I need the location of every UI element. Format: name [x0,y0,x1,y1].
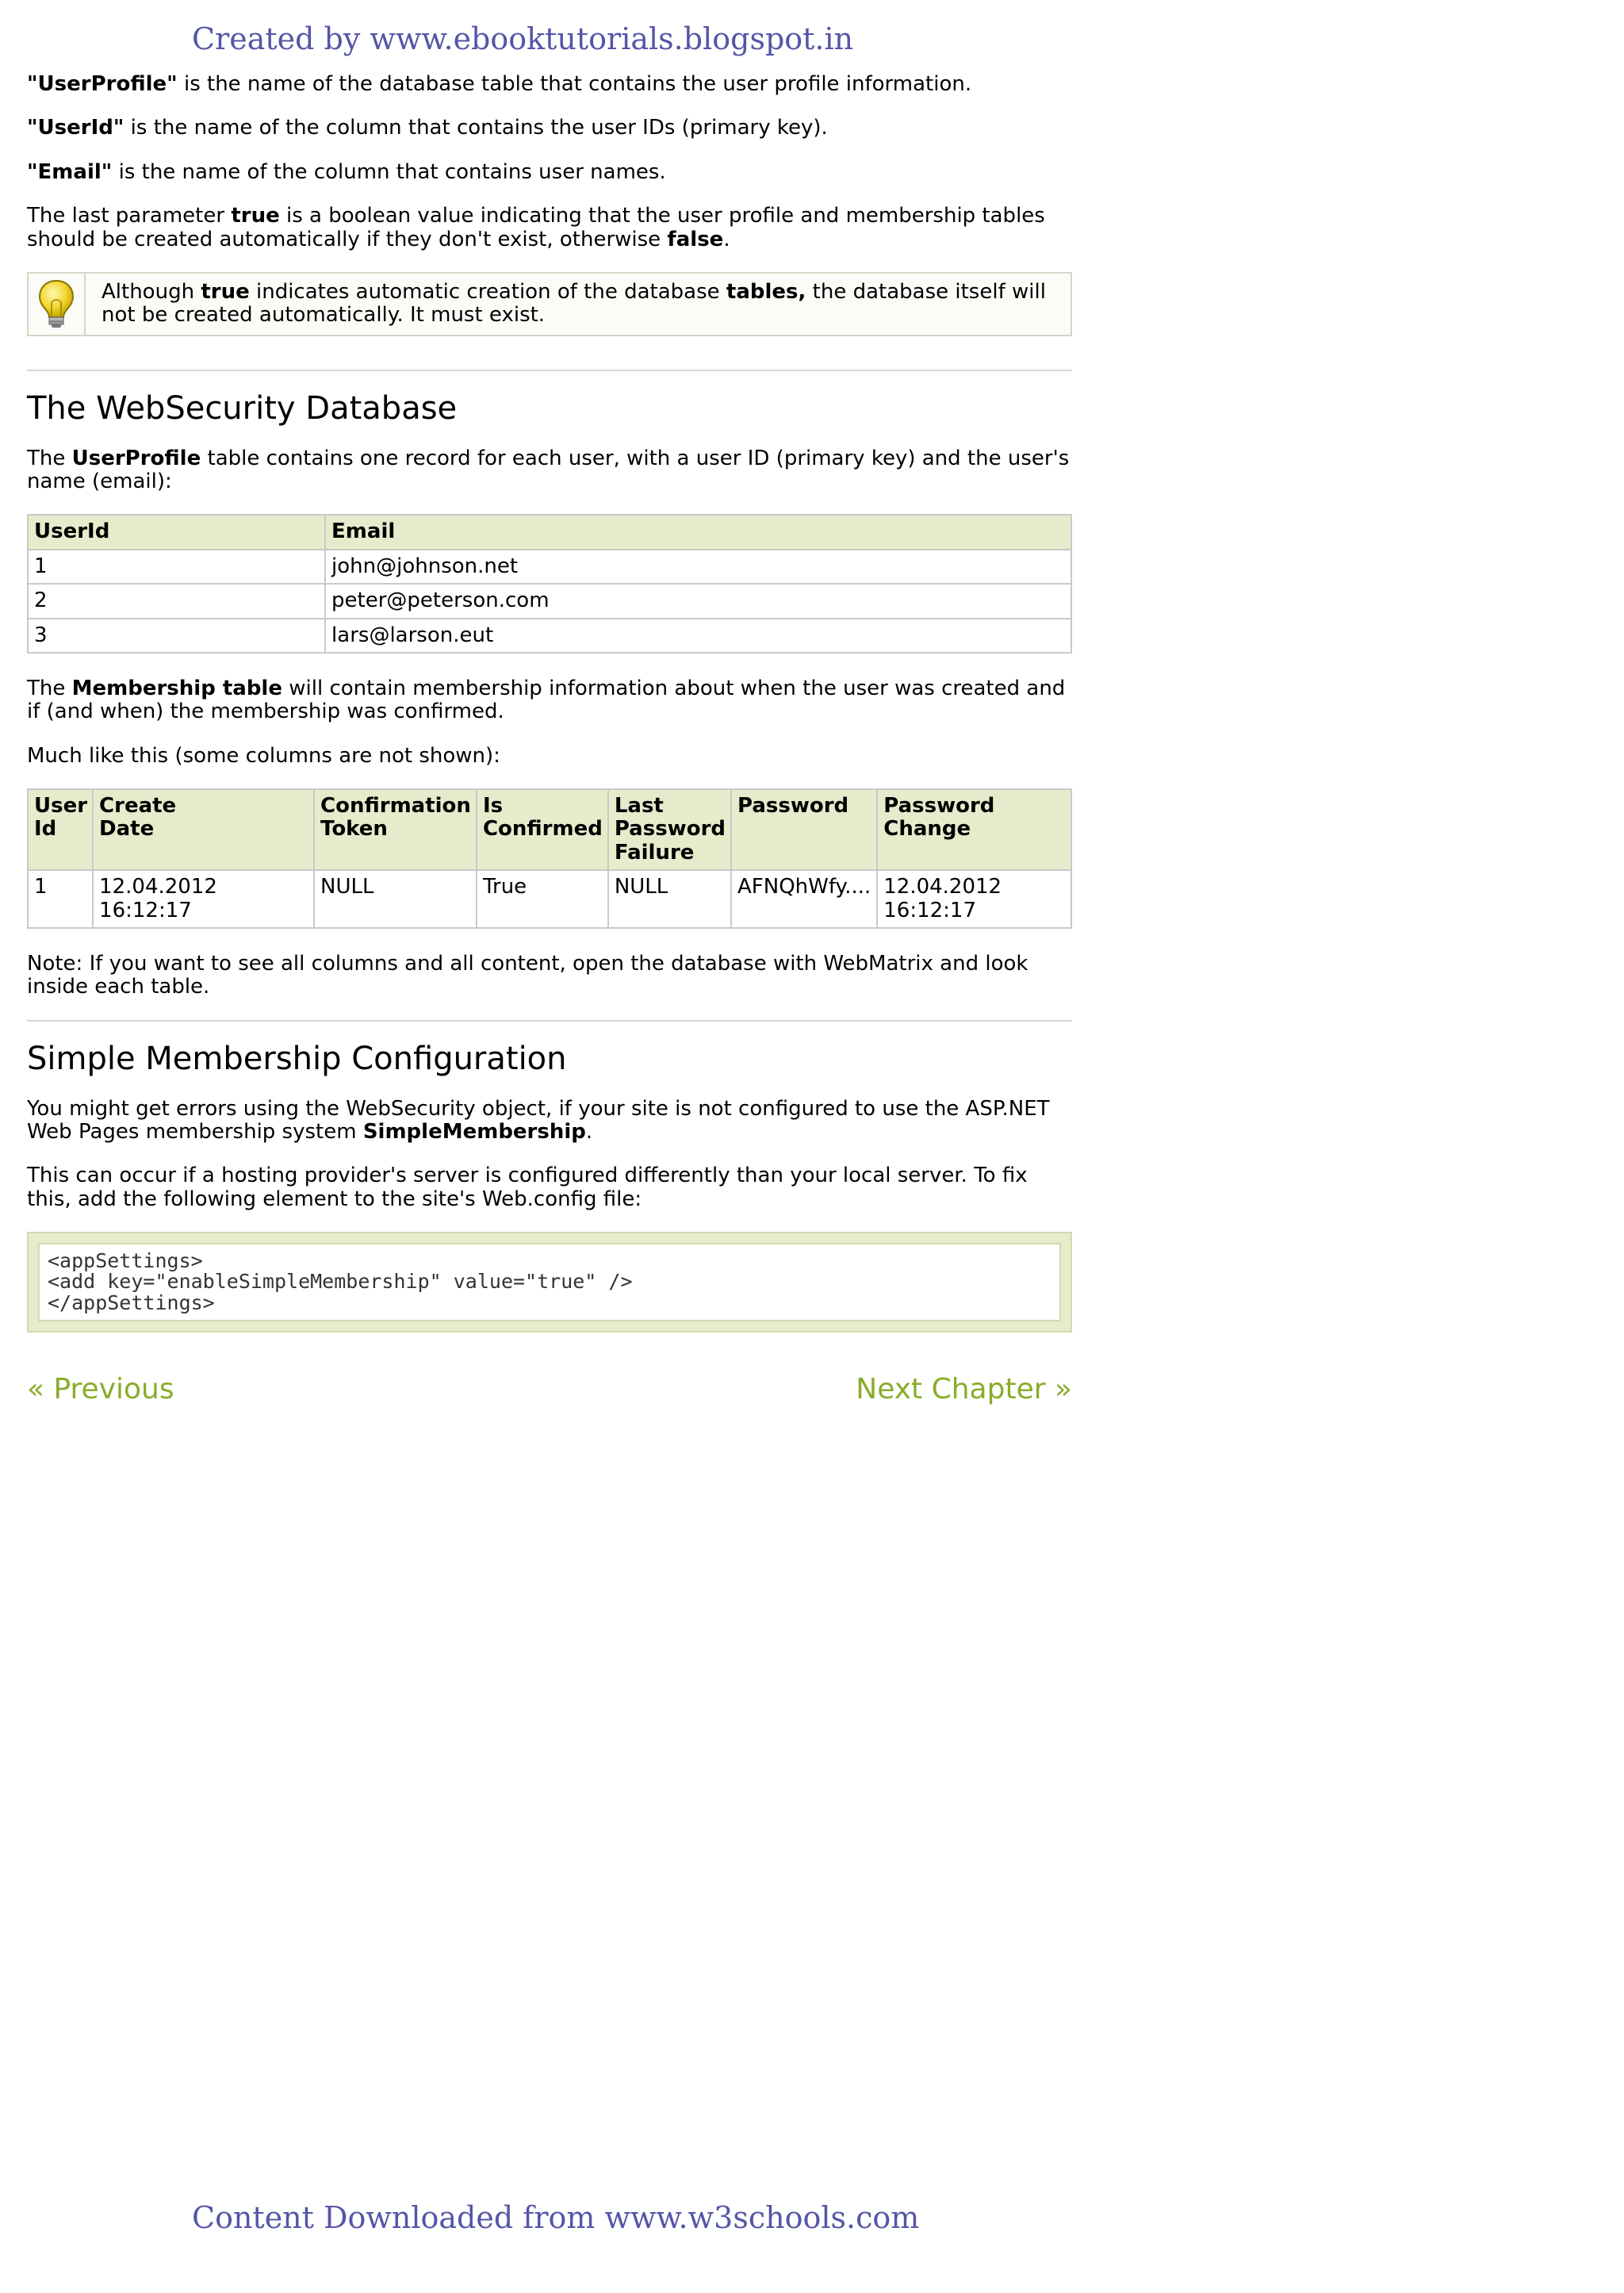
intro-text: is the name of the database table that contains the user profile information. [177,72,972,96]
intro-text: is the name of the column that contains user names. [112,159,666,184]
cell-line: 16:12:17 [883,898,977,922]
tip-box [27,272,1072,336]
table-cell [608,870,731,928]
text: Although [102,279,201,304]
cell-line: AFNQhWfy.... [737,875,871,899]
section-title-simple-membership-configuration: Simple Membership Configuration [27,1040,567,1077]
header-line: Confirmation [320,794,471,818]
table-cell: 2 [28,584,325,618]
column-header: Email [325,515,1071,549]
column-header [877,789,1071,870]
intro-paragraph-userprofile [27,73,1072,96]
column-header: UserId [28,515,325,549]
userprofile-table [27,514,1072,654]
intro-paragraph-email [27,161,1072,184]
term-userprofile: UserProfile [71,446,201,470]
text: You might get errors using the WebSecurity object, if your site is not configured to use the ASP.NET Web Pages membership system [27,1096,1050,1144]
column-header [28,789,93,870]
membership-description [27,677,1072,724]
table-cell: 1 [28,550,325,584]
header-line: Confirmed [482,817,603,842]
previous-link[interactable]: « Previous [27,1372,174,1405]
term-tables: tables, [726,279,806,304]
config-paragraph-errors [27,1098,1072,1145]
term-true: true [201,279,250,304]
cell-line: 16:12:17 [99,898,192,922]
text: The [27,446,72,470]
table-cell [477,870,608,928]
cell-line: 1 [34,875,48,899]
header-line: Password [883,794,995,818]
header-line: Password [737,794,849,818]
text: . [723,227,730,251]
userprofile-description [27,447,1072,494]
table-cell [93,870,314,928]
text: The [27,676,72,700]
header-line: Date [99,817,155,842]
column-header [731,789,877,870]
lightbulb-icon [29,274,86,335]
column-header [477,789,608,870]
term-membership-table: Membership table [71,676,282,700]
term-false: false [667,227,724,251]
header-line: Last [614,794,664,818]
header-banner: Created by www.ebooktutorials.blogspot.in [192,21,854,56]
text: indicates automatic creation of the database [249,279,726,304]
column-header [314,789,477,870]
term-email: "Email" [27,159,113,184]
header-line: Change [883,817,971,842]
column-header [608,789,731,870]
cell-line: NULL [614,875,668,899]
cell-line: 12.04.2012 [883,875,1002,899]
header-line: Token [320,817,388,842]
term-userid: "UserId" [27,116,124,140]
intro-paragraph-userid [27,117,1072,140]
section-divider [27,370,1072,371]
column-header [93,789,314,870]
cell-line: 12.04.2012 [99,875,217,899]
membership-example-intro: Much like this (some columns are not shown): [27,743,500,768]
table-row [28,550,1071,584]
footer-banner: Content Downloaded from www.w3schools.com [192,2200,920,2235]
term-simplemembership: SimpleMembership [362,1120,586,1144]
section-divider [27,1020,1072,1022]
table-cell: lars@larson.eut [325,619,1071,653]
text: the database itself will not be created automatically. It must exist. [102,279,1046,328]
text: table contains one record for each user, with a user ID (primary key) and the user's name (email): [27,446,1070,493]
page-content [27,73,1072,1406]
intro-text: is the name of the column that contains the user IDs (primary key). [124,116,828,140]
header-line: Is [482,794,504,818]
text: will contain membership information about when the user was created and if (and when) the membership was confirmed. [27,676,1066,724]
cell-line: NULL [320,875,374,899]
text: The last parameter [27,204,232,228]
term-userprofile: "UserProfile" [27,72,178,96]
table-header-row [28,515,1071,549]
code-example-box [27,1232,1072,1332]
note-paragraph: Note: If you want to see all columns and all content, open the database with WebMatrix and look inside each table. [27,951,1028,999]
table-cell: 3 [28,619,325,653]
table-cell: john@johnson.net [325,550,1071,584]
membership-table [27,788,1072,929]
cell-line: True [482,875,527,899]
header-line: Password [614,817,726,842]
table-cell [28,870,93,928]
chapter-navigation [27,1374,1072,1406]
table-cell [877,870,1071,928]
tip-text [86,274,1071,335]
term-true: true [231,204,280,228]
next-chapter-link[interactable]: Next Chapter » [856,1372,1072,1405]
code-snippet: <appSettings> <add key="enableSimpleMembership" value="true" /> </appSettings> [38,1243,1061,1321]
table-row [28,619,1071,653]
table-row [28,870,1071,928]
table-header-row [28,789,1071,870]
text: . [585,1120,593,1144]
config-paragraph-hosting: This can occur if a hosting provider's server is configured differently than your local server. To fix this, add the following element to the site's Web.config file: [27,1164,1028,1211]
table-cell: peter@peterson.com [325,584,1071,618]
text: is a boolean value indicating that the user profile and membership tables should be created automatically if they don't exist, otherwise [27,204,1045,251]
table-cell [731,870,877,928]
intro-paragraph-last-parameter [27,205,1072,251]
header-line: User [34,794,88,818]
table-row [28,584,1071,618]
header-line: Create [99,794,177,818]
table-cell [314,870,477,928]
header-line: Failure [614,840,695,865]
header-line: Id [34,817,57,842]
section-title-websecurity-database: The WebSecurity Database [27,389,458,427]
